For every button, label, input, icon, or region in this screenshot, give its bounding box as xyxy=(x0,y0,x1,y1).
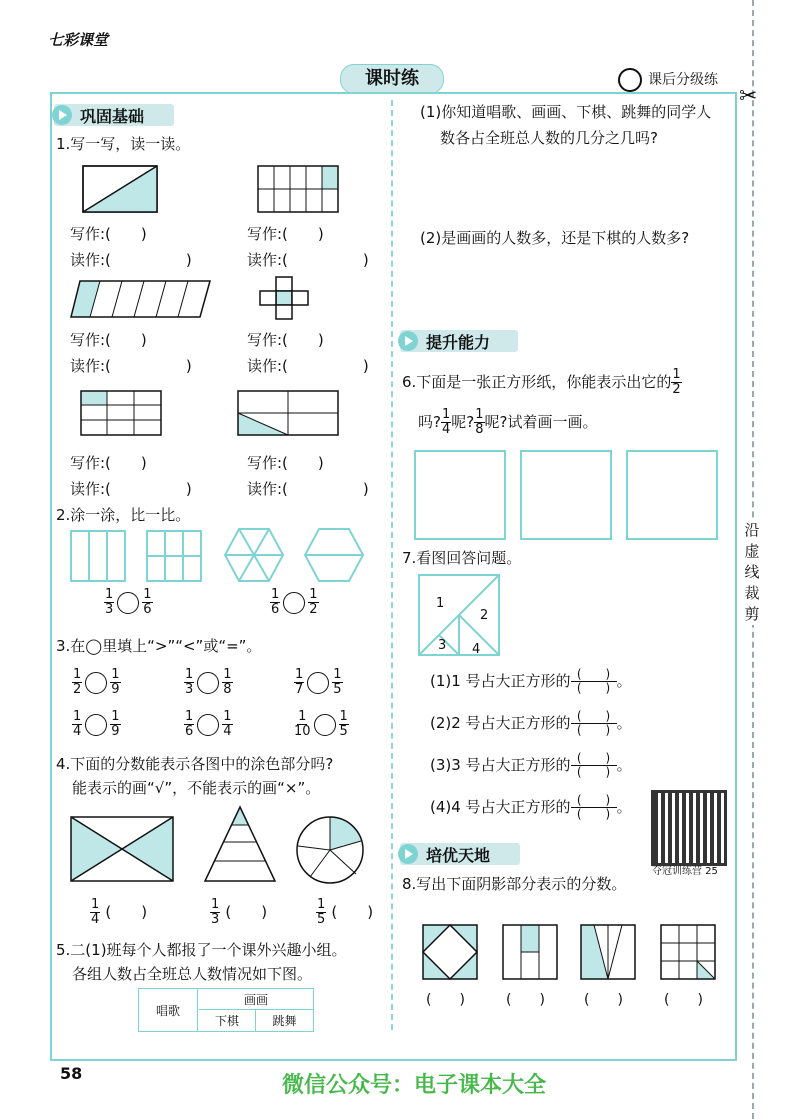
numerator: 1 xyxy=(211,897,220,912)
numerator: 1 xyxy=(298,709,307,724)
q2-title: 2.涂一涂，比一比。 xyxy=(56,506,191,524)
numerator: 1 xyxy=(105,587,114,602)
q7-item-text: (3)3 号占大正方形的 xyxy=(430,756,571,774)
fraction-blank[interactable]: ( ) ( ) xyxy=(571,752,617,779)
cut-char: 虚 xyxy=(744,542,760,560)
denominator: 8 xyxy=(223,682,232,697)
denominator: 2 xyxy=(73,682,82,697)
numerator: 1 xyxy=(73,667,82,682)
q1-read-f: 读作:( ) xyxy=(247,480,369,498)
q3-compare-item xyxy=(294,710,349,739)
fraction xyxy=(110,668,120,697)
q1-write-c: 写作:( ) xyxy=(70,331,147,349)
q1-title: 1.写一写，读一读。 xyxy=(56,135,191,153)
period: 。 xyxy=(616,798,632,816)
q1-read-a: 读作:( ) xyxy=(70,251,192,269)
compare-circle[interactable] xyxy=(85,714,107,736)
q4-answer-c xyxy=(316,898,373,927)
q8-answer-d[interactable]: ( ) xyxy=(664,992,703,1008)
q6-text: 6.下面是一张正方形纸，你能表示出它的 xyxy=(402,373,672,391)
numerator: 1 xyxy=(143,587,152,602)
q8-answer-b[interactable]: ( ) xyxy=(506,992,545,1008)
scissors-icon: ✂ xyxy=(739,84,758,109)
fraction xyxy=(270,588,280,617)
cut-text xyxy=(742,520,762,625)
q3-compare-item xyxy=(184,710,233,739)
q1-fig-f xyxy=(237,390,339,436)
q7-item xyxy=(430,668,632,695)
denominator: 3 xyxy=(185,682,194,697)
q7-item xyxy=(430,710,632,737)
q7-item-text: (2)2 号占大正方形的 xyxy=(430,714,571,732)
q1-read-d: 读作:( ) xyxy=(247,357,369,375)
denominator: 5 xyxy=(339,724,348,739)
q2-compare-2 xyxy=(270,588,319,617)
q4-answer-a xyxy=(90,898,147,927)
q8-answer-a[interactable]: ( ) xyxy=(426,992,465,1008)
q5-sub1: (1)你知道唱歌、画画、下棋、跳舞的同学人 xyxy=(420,103,712,121)
q7-label-3: 3 xyxy=(438,638,447,653)
q4-fig-a xyxy=(70,816,174,882)
q5-table xyxy=(138,988,314,1032)
denominator: 6 xyxy=(143,602,152,617)
numerator: 1 xyxy=(317,897,326,912)
q6-square-3[interactable] xyxy=(626,450,718,540)
numerator: 1 xyxy=(339,709,348,724)
denominator: 5 xyxy=(333,682,342,697)
clock-icon xyxy=(618,68,642,92)
q2-fig-d xyxy=(304,528,364,582)
q7-item-text: (4)4 号占大正方形的 xyxy=(430,798,571,816)
fraction xyxy=(308,588,318,617)
fraction xyxy=(210,898,220,927)
numerator: 1 xyxy=(91,897,100,912)
denominator: 3 xyxy=(105,602,114,617)
table-cell-sing: 唱歌 xyxy=(139,989,198,1031)
q7-title: 7.看图回答问题。 xyxy=(402,549,522,567)
q5-title2: 各组人数占全班总人数情况如下图。 xyxy=(72,965,313,983)
q8-title: 8.写出下面阴影部分表示的分数。 xyxy=(402,875,627,893)
fraction xyxy=(294,668,304,697)
cut-char: 沿 xyxy=(744,521,760,539)
numerator: 1 xyxy=(441,407,451,422)
q6-square-1[interactable] xyxy=(414,450,506,540)
q7-label-2: 2 xyxy=(480,608,489,623)
denominator: 4 xyxy=(91,912,100,927)
q1-write-a: 写作:( ) xyxy=(70,225,147,243)
denominator: 9 xyxy=(111,724,120,739)
fraction xyxy=(72,710,82,739)
q5-title: 5.二(1)班每个人都报了一个课外兴趣小组。 xyxy=(56,941,347,959)
fraction xyxy=(72,668,82,697)
q8-answer-c[interactable]: ( ) xyxy=(584,992,623,1008)
cut-char: 裁 xyxy=(744,584,760,602)
q5-sub1b: 数各占全班总人数的几分之几吗? xyxy=(440,129,658,147)
cut-char: 剪 xyxy=(744,605,760,623)
numerator: 1 xyxy=(309,587,318,602)
q6-text: 吗? xyxy=(418,413,441,431)
q1-fig-b xyxy=(257,165,339,213)
numerator: 1 xyxy=(333,667,342,682)
numerator: 1 xyxy=(185,667,194,682)
fraction xyxy=(110,710,120,739)
numerator: 1 xyxy=(185,709,194,724)
fraction-blank[interactable]: ( ) ( ) xyxy=(571,668,617,695)
q2-fig-c xyxy=(224,528,284,582)
q3-title: 3.在◯里填上“>”“<”或“=”。 xyxy=(56,637,262,655)
q1-fig-c xyxy=(70,280,212,318)
play-icon xyxy=(398,331,418,351)
page-number: 58 xyxy=(60,1064,83,1083)
section-header-improve xyxy=(400,330,518,352)
q5-sub2: (2)是画画的人数多，还是下棋的人数多? xyxy=(420,229,690,247)
qr-code xyxy=(651,790,727,866)
q4-fig-b xyxy=(204,806,276,882)
q8-fig-a xyxy=(422,924,478,980)
q1-write-d: 写作:( ) xyxy=(247,331,324,349)
q2-fig-a xyxy=(70,530,126,582)
compare-circle[interactable] xyxy=(85,672,107,694)
compare-circle[interactable] xyxy=(283,592,305,614)
q1-fig-d xyxy=(258,276,312,320)
play-icon xyxy=(52,105,72,125)
q4-fig-c xyxy=(296,816,364,884)
numerator: 1 xyxy=(223,667,232,682)
denominator: 6 xyxy=(271,602,280,617)
fraction xyxy=(441,408,451,437)
numerator: 1 xyxy=(73,709,82,724)
q8-fig-d xyxy=(660,924,716,980)
fraction xyxy=(90,898,100,927)
header-right-label: 课后分级练 xyxy=(648,72,718,88)
q1-write-e: 写作:( ) xyxy=(70,454,147,472)
qr-caption: 夺冠训练营 25 xyxy=(652,866,718,877)
q8-fig-c xyxy=(580,924,636,980)
q1-read-b: 读作:( ) xyxy=(247,251,369,269)
q3-compare-item xyxy=(72,710,121,739)
page-title: 课时练 xyxy=(365,68,419,89)
q4-answer-b xyxy=(210,898,267,927)
q4-title2: 能表示的画“√”，不能表示的画“×”。 xyxy=(72,779,321,797)
section-label: 提升能力 xyxy=(426,332,491,352)
compare-circle[interactable] xyxy=(197,714,219,736)
section-label: 培优天地 xyxy=(426,845,491,865)
numerator: 1 xyxy=(111,667,120,682)
q6-text: 呢? xyxy=(451,413,475,431)
q6-line1 xyxy=(402,368,682,397)
watermark: 微信公众号：电子课本大全 xyxy=(282,1073,547,1098)
fraction xyxy=(294,710,311,739)
play-icon xyxy=(398,844,418,864)
fraction xyxy=(222,710,232,739)
brand-logo: 七彩课堂 xyxy=(48,31,109,49)
numerator: 1 xyxy=(295,667,304,682)
section-label: 巩固基础 xyxy=(80,106,145,126)
fraction xyxy=(474,408,484,437)
numerator: 1 xyxy=(223,709,232,724)
q4-title: 4.下面的分数能表示各图中的涂色部分吗? xyxy=(56,755,334,773)
q7-item xyxy=(430,794,632,821)
q1-fig-a xyxy=(82,165,158,213)
q6-square-2[interactable] xyxy=(520,450,612,540)
period: 。 xyxy=(616,672,632,690)
fraction xyxy=(316,898,326,927)
answer-blank[interactable]: ( ) xyxy=(105,903,148,921)
compare-circle[interactable] xyxy=(314,714,336,736)
table-cell-chess: 下棋 xyxy=(199,1010,256,1031)
numerator: 1 xyxy=(271,587,280,602)
q1-read-e: 读作:( ) xyxy=(70,480,192,498)
denominator: 4 xyxy=(73,724,82,739)
denominator: 3 xyxy=(211,912,220,927)
fraction xyxy=(222,668,232,697)
denominator: 2 xyxy=(672,382,681,397)
numerator: 1 xyxy=(111,709,120,724)
fraction-blank[interactable]: ( ) ( ) xyxy=(571,710,617,737)
denominator: 7 xyxy=(295,682,304,697)
numerator: 1 xyxy=(672,367,681,382)
section-header-basic xyxy=(54,104,174,126)
answer-blank[interactable]: ( ) xyxy=(331,903,374,921)
denominator: 6 xyxy=(185,724,194,739)
q7-item xyxy=(430,752,632,779)
q6-text: 呢?试着画一画。 xyxy=(484,413,598,431)
table-cell-draw: 画画 xyxy=(199,989,313,1010)
compare-circle[interactable] xyxy=(197,672,219,694)
q7-label-4: 4 xyxy=(472,642,481,657)
numerator: 1 xyxy=(475,407,484,422)
fraction xyxy=(104,588,114,617)
fraction-blank[interactable]: ( ) ( ) xyxy=(571,794,617,821)
fraction xyxy=(184,668,194,697)
fraction xyxy=(142,588,152,617)
q7-label-1: 1 xyxy=(436,596,445,611)
denominator: 2 xyxy=(309,602,318,617)
q3-compare-item xyxy=(294,668,343,697)
fraction xyxy=(184,710,194,739)
denominator: 10 xyxy=(294,724,311,739)
q7-item-text: (1)1 号占大正方形的 xyxy=(430,672,571,690)
q1-write-b: 写作:( ) xyxy=(247,225,324,243)
q1-fig-e xyxy=(80,390,162,436)
cut-char: 线 xyxy=(744,563,760,581)
q8-fig-b xyxy=(502,924,558,980)
q6-line2 xyxy=(418,408,597,437)
table-cell-dance: 跳舞 xyxy=(272,1014,297,1028)
denominator: 9 xyxy=(111,682,120,697)
section-header-advanced xyxy=(400,843,520,865)
period: 。 xyxy=(616,714,632,732)
answer-blank[interactable]: ( ) xyxy=(225,903,268,921)
q2-compare-1 xyxy=(104,588,153,617)
page-title-badge xyxy=(340,64,444,94)
fraction xyxy=(671,368,681,397)
fraction xyxy=(339,710,349,739)
fraction xyxy=(332,668,342,697)
denominator: 4 xyxy=(441,422,451,437)
compare-circle[interactable] xyxy=(117,592,139,614)
denominator: 5 xyxy=(317,912,326,927)
q1-write-f: 写作:( ) xyxy=(247,454,324,472)
compare-circle[interactable] xyxy=(307,672,329,694)
q1-read-c: 读作:( ) xyxy=(70,357,192,375)
q2-fig-b xyxy=(146,530,202,582)
column-divider xyxy=(391,100,393,1030)
denominator: 8 xyxy=(475,422,484,437)
q3-compare-item xyxy=(184,668,233,697)
period: 。 xyxy=(616,756,632,774)
denominator: 4 xyxy=(223,724,232,739)
q3-compare-item xyxy=(72,668,121,697)
